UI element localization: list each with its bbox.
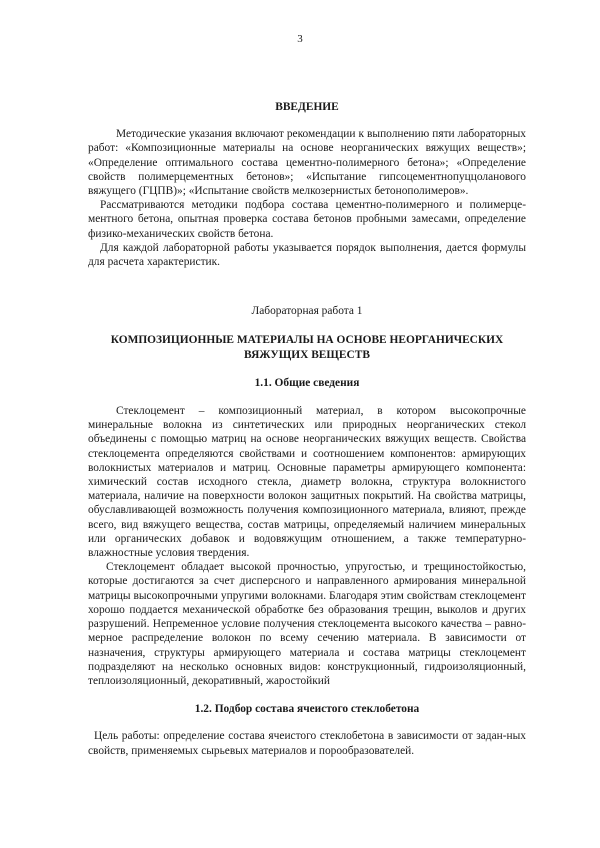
intro-paragraph: Рассматриваются методики подбора состава цементно-полимерного и полимерце-ментного бетона, опытная проверка состава бетонов пробными замесами, определение физико-механических свойств бетона. [88, 199, 526, 240]
lab-number-label: Лабораторная работа 1 [251, 305, 363, 318]
body-paragraph: Стеклоцемент обладает высокой прочностью, упругостью, и трещиностойкостью, которые достигаются за счет дисперсного и направленного армирования минеральной матрицы высокопрочными упругими волокнами. Благодаря этим свойствам стеклоцемент хорошо поддается механической обработке без образования трещин, выколов и других разрушений. Непременное условие получения стеклоцемента высокого качества – равно- мерное распределение волокон по всему сечению материала. В зависимости от назначения, структуры армирующего материала и состава матрицы стеклоцемент подразделяют на несколько основных видов: конструкционный, гидроизоляционный, теплоизоляционный, декоративный, жаростойкий [88, 561, 526, 687]
page-number: 3 [297, 33, 303, 45]
intro-paragraph: Методические указания включают рекомендации к выполнению пяти лабораторных работ: «Композиционные материалы на основе неорганических вяжущих веществ»; «Определение оптимального состава цементно-полимерного бетона»; «Определение свойств полимерцементных бетонов»; «Испытание гипсоцементнопуццоланового вяжущего (ГЦПВ)»; «Испытание свойств мелкозернистых бетонополимеров». [88, 128, 526, 198]
body-paragraph: Цель работы: определение состава ячеистого стеклобетона в зависимости от задан-ных свойств, применяемых сырьевых материалов и порообразователей. [88, 730, 526, 757]
chapter-title: КОМПОЗИЦИОННЫЕ МАТЕРИАЛЫ НА ОСНОВЕ НЕОРГАНИЧЕСКИХ ВЯЖУЩИХ ВЕЩЕСТВ [110, 334, 504, 361]
intro-heading: ВВЕДЕНИЕ [275, 101, 339, 113]
section-1-heading: 1.1. Общие сведения [254, 376, 360, 389]
section-2-heading: 1.2. Подбор состава ячеистого стеклобетона [194, 703, 420, 716]
intro-paragraph: Для каждой лабораторной работы указывается порядок выполнения, дается формулы для расчета характеристик. [88, 241, 526, 269]
body-paragraph: Стеклоцемент – композиционный материал, в котором высокопрочные минеральные волокна из синтетических или природных неорганических стекол объединены с помощью матриц на основе неорганических вяжущих веществ. Свойства стеклоцемента определяются свойствами и соотношением компонентов: армирующих волокнистых материалов и матриц. Основные параметры армирующего компонента: химический состав исходного стекла, диаметр волокна, структура волокнистого материала, наличие на поверхности волокон защитных покрытий. На свойства матрицы, обуславливающей возможность получения композиционного материала, влияют, прежде всего, вид вяжущего вещества, состав матрицы, определяемый наличием минеральных или органических добавок и водовяжущим отношением, а также температурно-влажностные условия твердения. [88, 405, 526, 560]
page-content [88, 100, 526, 758]
